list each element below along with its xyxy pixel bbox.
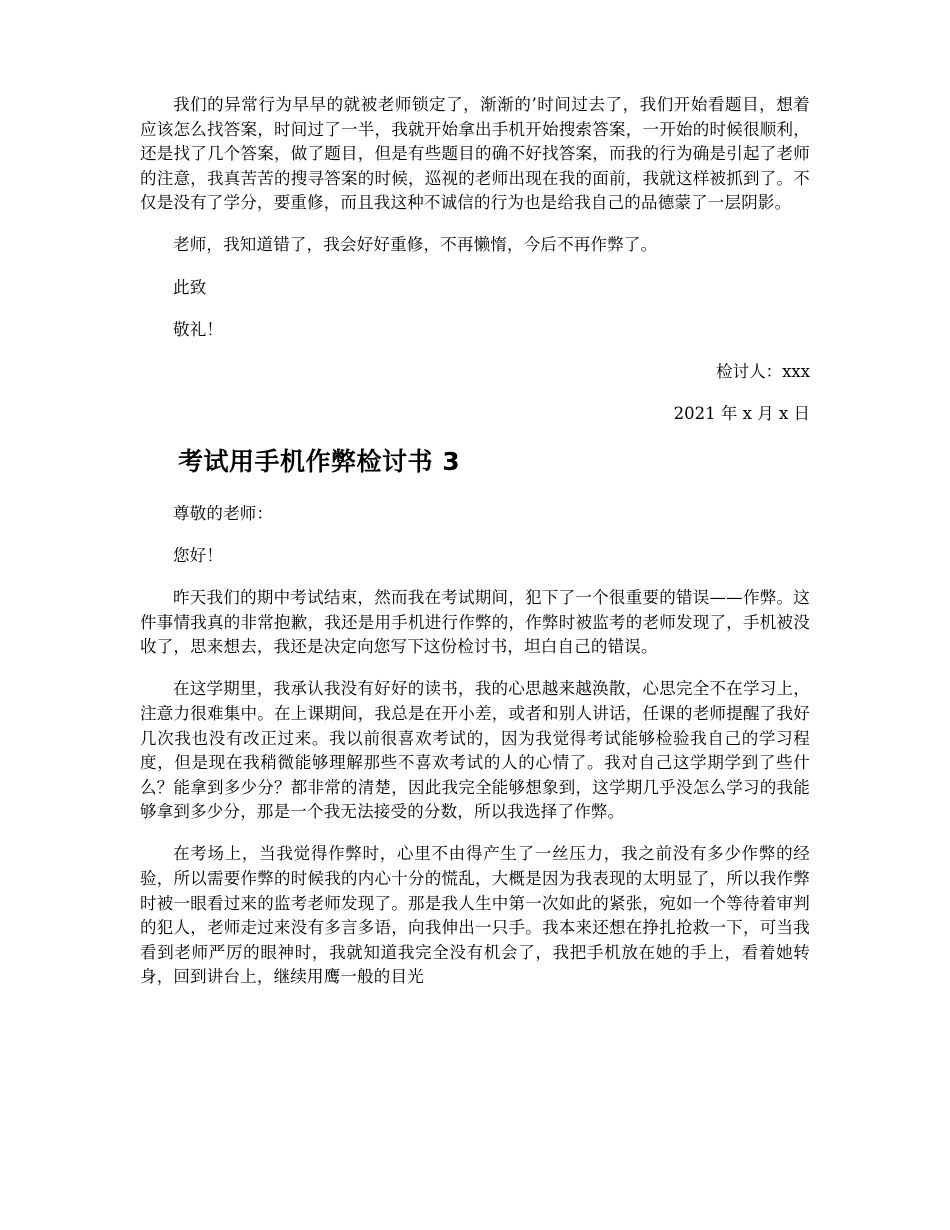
paragraph-semester: 在这学期里，我承认我没有好好的读书，我的心思越来越涣散，心思完全不在学习上，注意力很难集中。在上课期间，我总是在开小差，或者和别人讲话，任课的老师提醒了我好几次我也没有改正过来。我以前很喜欢考试的，因为我觉得考试能够检验我自己的学习程度，但是现在我稍微能够理解那些不喜欢考试的人的心情了。我对自己这学期学到了些什么？能拿到多少分？都非常的清楚，因此我完全能够想象到，这学期几乎没怎么学习的我能够拿到多少分，那是一个我无法接受的分数，所以我选择了作弊。 (140, 679, 810, 822)
paragraph-misconduct: 我们的异常行为早早的就被老师锁定了，渐渐的’时间过去了，我们开始看题目，想着应该怎么找答案，时间过了一半，我就开始拿出手机开始搜索答案，一开始的时候很顺利，还是找了几个答案，做了题目，但是有些题目的确不好找答案，而我的行为确是引起了老师的注意，我真苦苦的搜寻答案的时候，巡视的老师出现在我的面前，我就这样被抓到了。不仅是没有了学分，要重修，而且我这种不诚信的行为也是给我自己的品德蒙了一层阴影。 (140, 95, 810, 213)
greeting: 尊敬的老师： (173, 503, 274, 523)
closing-salutation: 此致 (173, 277, 207, 297)
paragraph-incident: 昨天我们的期中考试结束，然而我在考试期间，犯下了一个很重要的错误——作弊。这件事情我真的非常抱歉，我还是用手机进行作弊的，作弊时被监考的老师发现了，手机被没收了，思来想去，我还是决定向您写下这份检讨书，坦白自己的错误。 (140, 588, 810, 657)
paragraph-apology: 老师，我知道错了，我会好好重修，不再懒惰，今后不再作弊了。 (173, 235, 658, 255)
section-heading: 考试用手机作弊检讨书 3 (178, 446, 461, 476)
closing-regards: 敬礼！ (173, 319, 224, 339)
date: 2021 年 x 月 x 日 (673, 403, 810, 423)
signature: 检讨人：xxx (716, 361, 810, 381)
document-page (140, 93, 810, 1008)
hello: 您好！ (173, 546, 224, 566)
paragraph-exam-room: 在考场上，当我觉得作弊时，心里不由得产生了一丝压力，我之前没有多少作弊的经验，所以需要作弊的时候我的内心十分的慌乱，大概是因为我表现的太明显了，所以我作弊时被一眼看过来的监考老师发现了。那是我人生中第一次如此的紧张，宛如一个等待着审判的犯人，老师走过来没有多言多语，向我伸出一只手。我本来还想在挣扎抢救一下，可当我看到老师严厉的眼神时，我就知道我完全没有机会了，我把手机放在她的手上，看着她转身，回到讲台上，继续用鹰一般的目光 (140, 844, 810, 987)
